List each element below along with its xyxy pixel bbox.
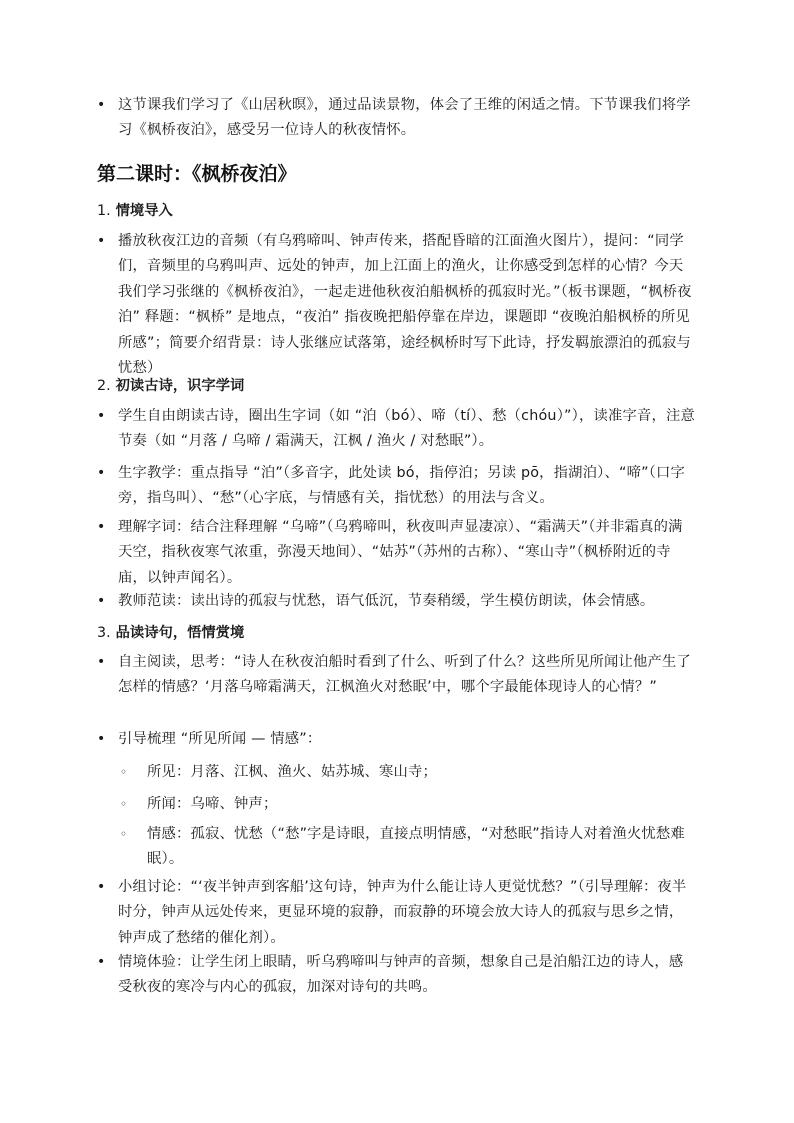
list-item	[97, 229, 695, 381]
section-2-heading	[97, 375, 244, 397]
section-number: 2.	[97, 378, 111, 394]
sub-list-item-text: 所见：月落、江枫、渔火、姑苏城、寒山寺；	[147, 764, 437, 780]
section-title: 品读诗句，悟情赏境	[115, 625, 245, 641]
list-item	[97, 950, 695, 1001]
bullet-marker: •	[97, 954, 106, 970]
list-item	[97, 515, 695, 591]
intro-text: 这节课我们学习了《山居秋暝》，通过品读景物，体会了王维的闲适之情。下节课我们将学习《枫桥夜泊》，感受另一位诗人的秋夜情怀。	[118, 97, 691, 139]
sub-list-item	[122, 822, 695, 873]
list-item-text: 引导梳理 “所见所闻 — 情感”：	[118, 731, 322, 747]
intro-paragraph	[97, 93, 695, 144]
list-item-text: 播放秋夜江边的音频（有乌鸦啼叫、钟声传来，搭配昏暗的江面渔火图片），提问：“同学们，音频里的乌鸦叫声、远处的钟声，加上江面上的渔火，让你感受到怎样的心情？今天我们学习张继的《枫桥夜泊》，一起走进他秋夜泊船枫桥的孤寂时光。”（板书课题，“枫桥夜泊” 释题：“枫桥” 是地点，“夜泊” 指夜晚把船停靠在岸边，课题即 “夜晚泊船枫桥的所见所感”；简要介绍背景：诗人张继应试落第，途经枫桥时写下此诗，抒发羁旅漂泊的孤寂与忧愁）	[118, 233, 692, 377]
list-item-text: 学生自由朗读古诗，圈出生字词（如 “泊（bó）、啼（tí）、愁（chóu）”），读准字音，注意节奏（如 “月落 / 乌啼 / 霜满天，江枫 / 渔火 / 对愁眠”）。	[118, 408, 695, 450]
list-item	[97, 650, 695, 701]
bullet-marker: •	[97, 97, 106, 113]
list-item-text: 理解字词：结合注释理解 “乌啼”（乌鸦啼叫，秋夜叫声显凄凉）、“霜满天”（并非霜真的满天空，指秋夜寒气浓重，弥漫天地间）、“姑苏”（苏州的古称）、“寒山寺”（枫桥附近的寺庙，以钟声闻名）。	[118, 519, 683, 586]
bullet-marker: •	[97, 233, 106, 249]
list-item	[97, 875, 695, 951]
list-item-text: 小组讨论：“‘夜半钟声到客船’这句诗，钟声为什么能让诗人更觉忧愁？”（引导理解：夜半时分，钟声从远处传来，更显环境的寂静，而寂静的环境会放大诗人的孤寂与思乡之情，钟声成了愁绪的催化剂）。	[118, 879, 687, 946]
bullet-marker: •	[97, 879, 106, 895]
section-1-heading	[97, 200, 173, 222]
list-item-text: 自主阅读，思考：“诗人在秋夜泊船时看到了什么、听到了什么？这些所见所闻让他产生了怎样的情感？‘月落乌啼霜满天，江枫渔火对愁眠’中，哪个字最能体现诗人的心情？”	[118, 654, 691, 696]
list-item	[97, 404, 695, 455]
sub-list-item-text: 情感：孤寂、忧愁（“愁”字是诗眼，直接点明情感，“对愁眠”指诗人对着渔火忧愁难眠）。	[147, 826, 685, 868]
sub-list-item	[122, 792, 695, 817]
section-3-heading	[97, 622, 244, 644]
section-number: 1.	[97, 203, 111, 219]
bullet-marker: •	[97, 465, 106, 481]
bullet-marker: •	[97, 408, 106, 424]
section-number: 3.	[97, 625, 111, 641]
bullet-marker: •	[97, 519, 106, 535]
list-item-text: 生字教学：重点指导 “泊”（多音字，此处读 bó，指停泊；另读 pō，指湖泊）、“啼”（口字旁，指鸟叫）、“愁”（心字底，与情感有关，指忧愁）的用法与含义。	[118, 465, 686, 507]
sub-bullet-marker: ◦	[120, 827, 128, 841]
sub-bullet-marker: ◦	[120, 797, 128, 811]
bullet-marker: •	[97, 731, 106, 747]
sub-list-item	[122, 760, 695, 785]
section-title: 初读古诗，识字学词	[115, 378, 245, 394]
sub-bullet-marker: ◦	[120, 765, 128, 779]
list-item	[97, 727, 695, 752]
list-item-text: 情境体验：让学生闭上眼睛，听乌鸦啼叫与钟声的音频，想象自己是泊船江边的诗人，感受秋夜的寒冷与内心的孤寂，加深对诗句的共鸣。	[118, 954, 684, 996]
sub-list-item-text: 所闻：乌啼、钟声；	[147, 796, 278, 812]
bullet-marker: •	[97, 593, 106, 609]
list-item-text: 教师范读：读出诗的孤寂与忧愁，语气低沉，节奏稍缓，学生模仿朗读，体会情感。	[118, 593, 655, 609]
section-title: 情境导入	[115, 203, 173, 219]
bullet-marker: •	[97, 654, 106, 670]
list-item	[97, 589, 695, 614]
lesson-title: 第二课时：《枫桥夜泊》	[97, 163, 297, 185]
list-item	[97, 461, 695, 512]
